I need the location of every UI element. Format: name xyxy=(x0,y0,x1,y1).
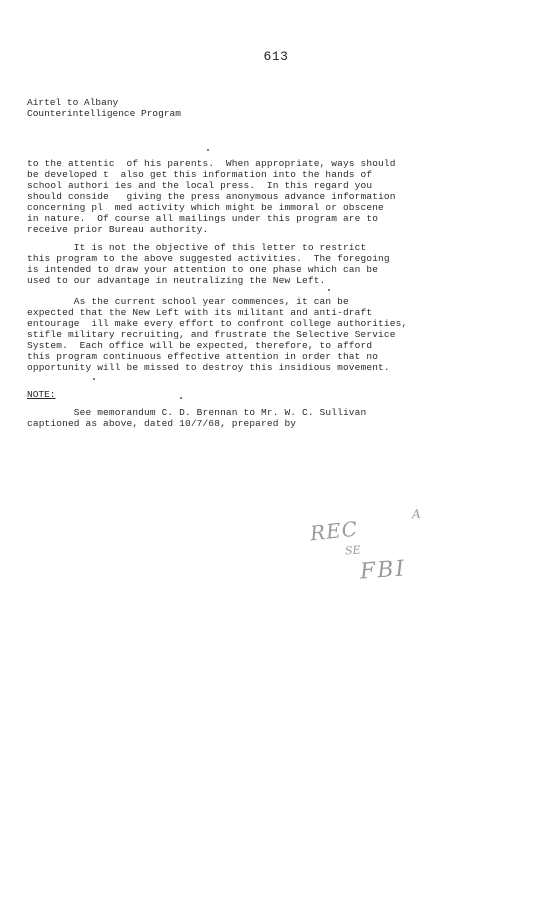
scan-speck xyxy=(180,397,182,399)
body-paragraph-1: to the attentic of his parents. When appropriate, ways should be developed t also get this information into the hands of school authori ies and the local press. In this regard you should conside giving the press anonymous advance information concerning pl med activity which might be immoral or obscene in nature. Of course all mailings under this program are to receive prior Bureau authority. xyxy=(27,158,396,235)
stamp-mark-se: SE xyxy=(344,543,362,558)
header-addressee: Airtel to Albany xyxy=(27,97,119,108)
note-label: NOTE: xyxy=(27,389,56,400)
scan-speck xyxy=(93,378,95,380)
scan-speck xyxy=(207,149,209,151)
body-paragraph-3: As the current school year commences, it can be expected that the New Left with its militant and anti-draft entourage ill make every effort to confront college authorities, stifle military recruiting, and frustrate the Selective Service System. Each office will be expected, therefore, to afford this program continuous effective attention in order that no opportunity will be missed to destroy this insidious movement. xyxy=(27,296,408,373)
fbi-stamp: FBI xyxy=(359,556,407,585)
note-text: See memorandum C. D. Brennan to Mr. W. C. Sullivan captioned as above, dated 10/7/68, prepared by xyxy=(27,407,367,429)
body-paragraph-2: It is not the objective of this letter to restrict this program to the above suggested activities. The foregoing is intended to draw your attention to one phase which can be used to our advantage in neutralizing the New Left. xyxy=(27,242,390,286)
rec-stamp: REC xyxy=(308,516,360,546)
header-subject: Counterintelligence Program xyxy=(27,108,181,119)
scan-speck xyxy=(328,289,330,291)
stamp-mark-a: A xyxy=(411,506,422,522)
page-number: 613 xyxy=(263,49,289,64)
document-header xyxy=(27,97,181,119)
